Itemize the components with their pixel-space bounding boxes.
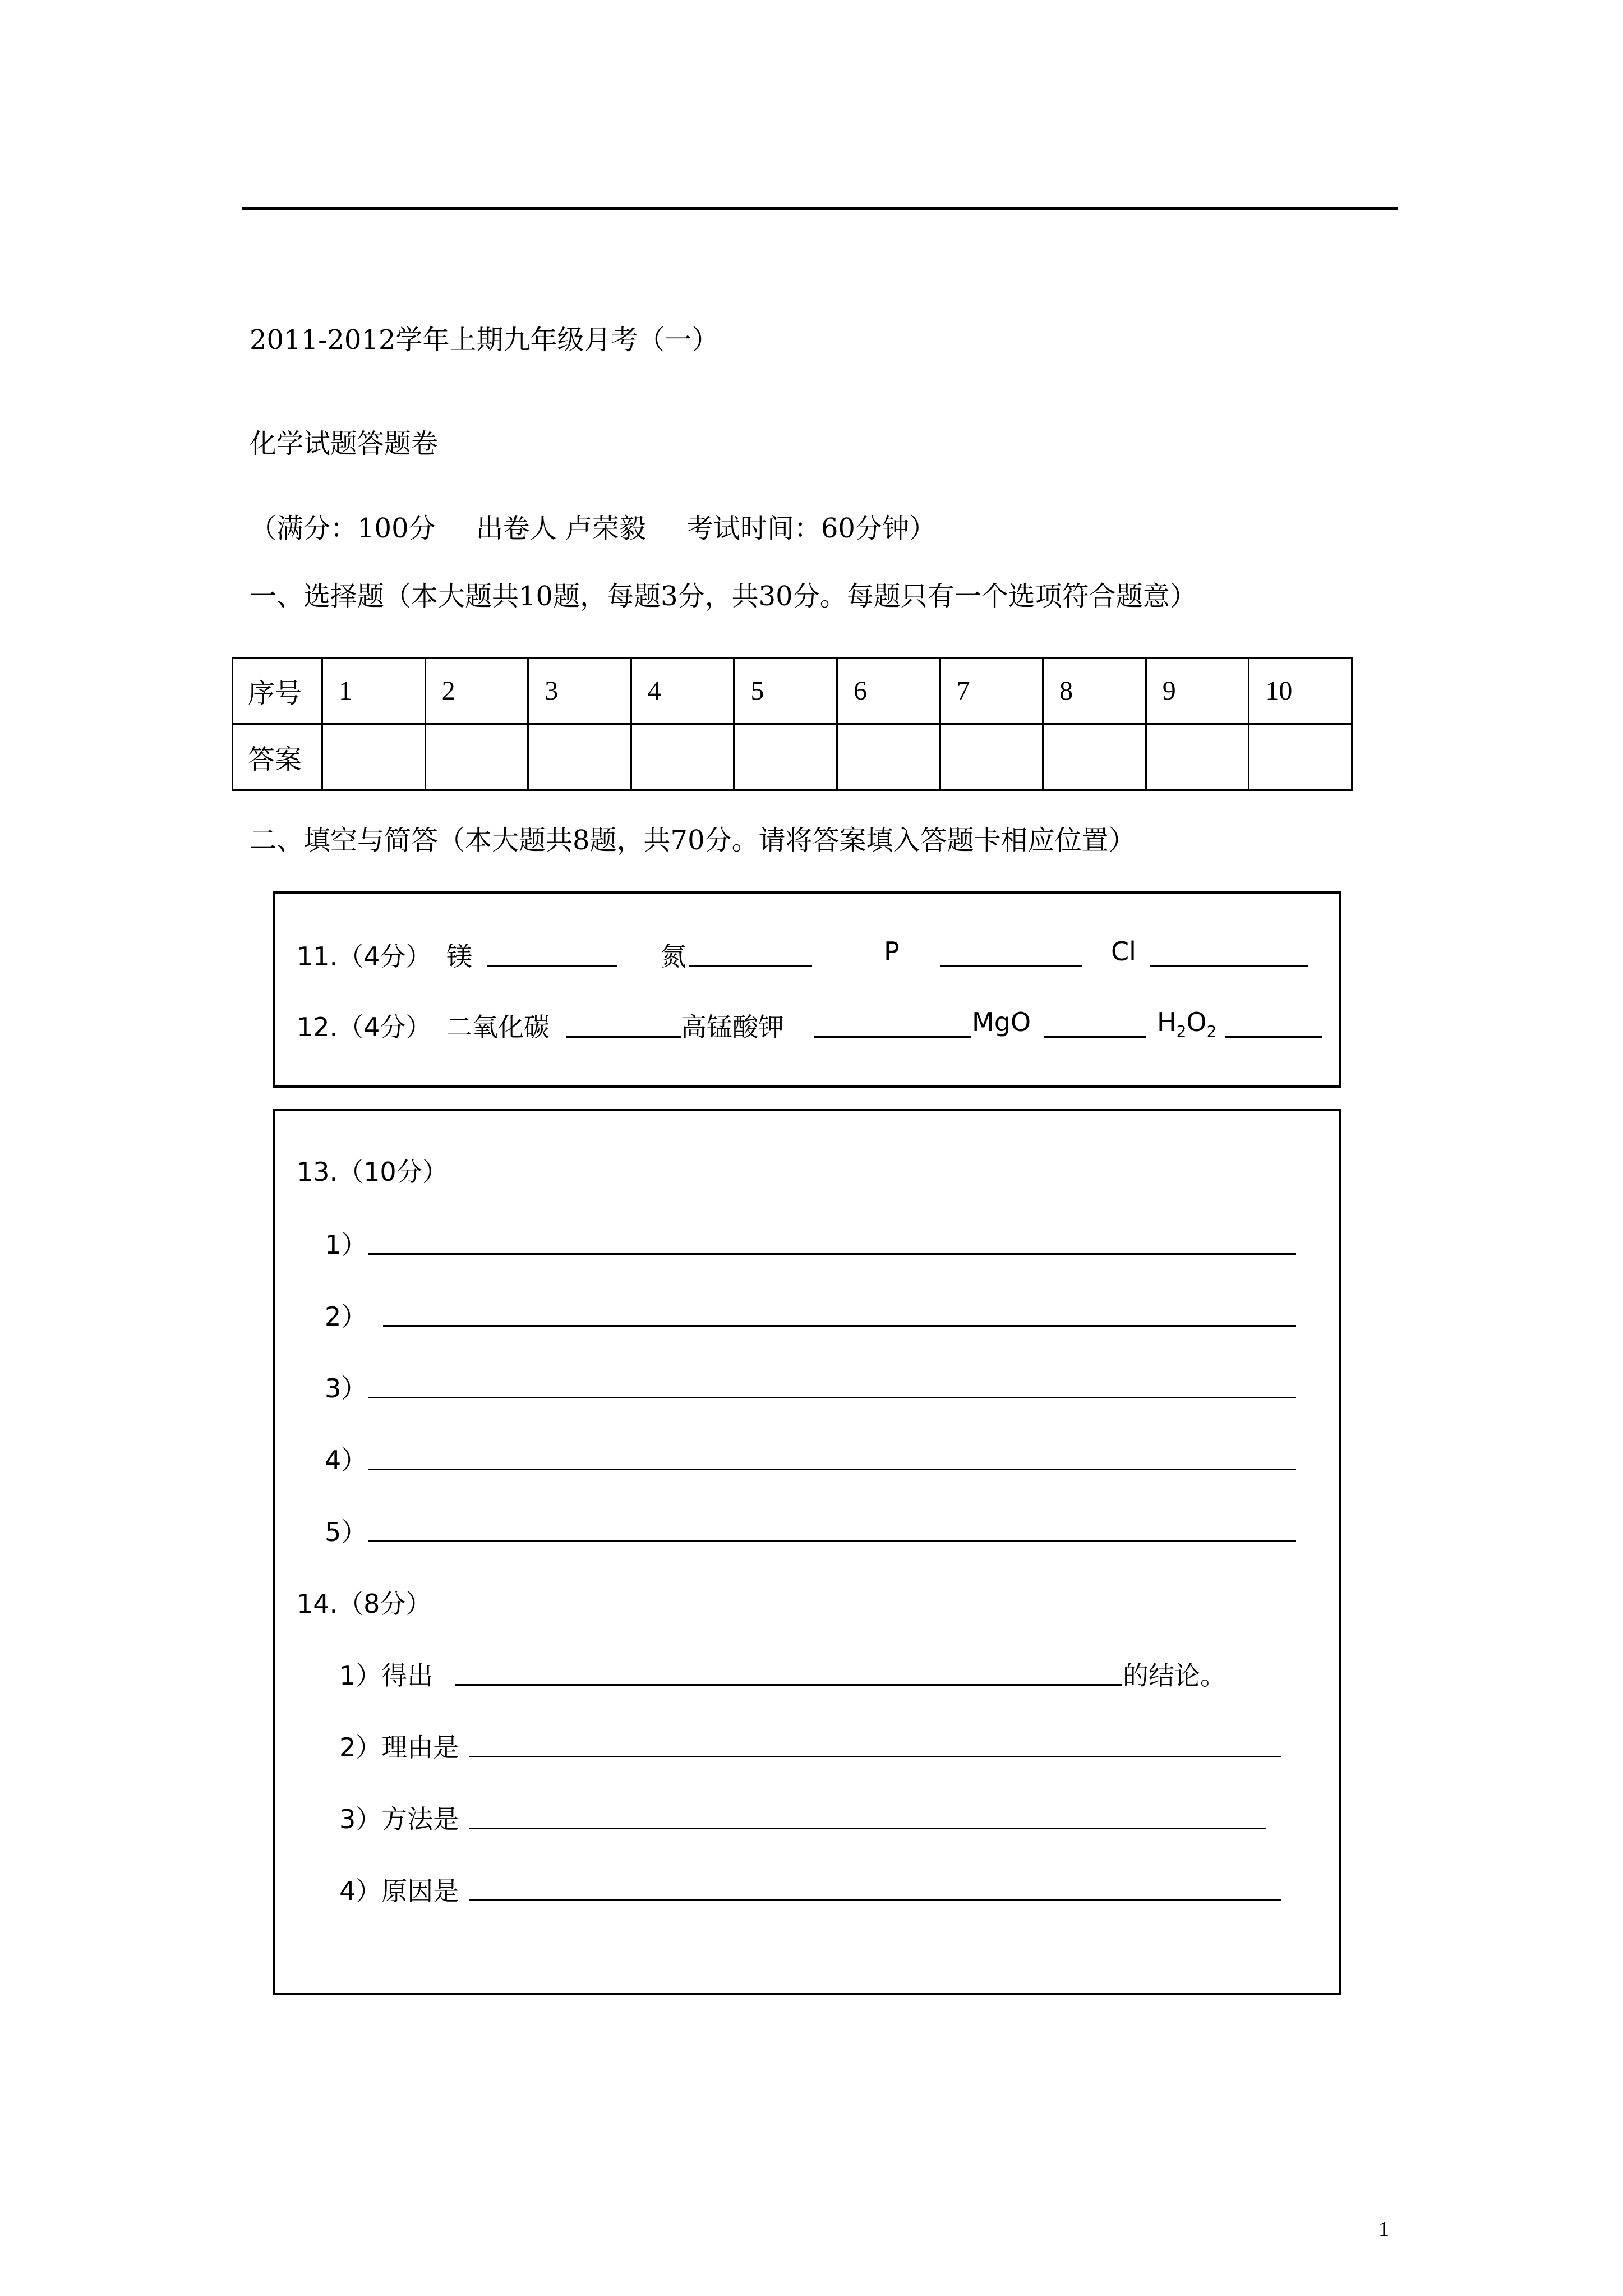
q11-blank-mg[interactable] — [487, 965, 617, 967]
answer-box-q13-q14 — [273, 1109, 1341, 1995]
section2-title: 二、填空与简答（本大题共8题，共70分。请将答案填入答题卡相应位置） — [250, 825, 1136, 856]
table-cell-number: 2 — [425, 658, 528, 724]
q14-label: 14.（8分） — [297, 1589, 432, 1619]
table-cell-number: 4 — [631, 658, 734, 724]
q13-blank-2[interactable] — [383, 1325, 1296, 1327]
q14-item-1-suffix: 的结论。 — [1123, 1660, 1226, 1691]
q14-item-2: 2）理由是 — [339, 1732, 459, 1763]
row-label-number: 序号 — [233, 658, 322, 724]
q13-item-2: 2） — [325, 1301, 367, 1332]
q13-item-5: 5） — [325, 1517, 367, 1547]
answer-cell[interactable] — [734, 724, 837, 790]
q13-blank-4[interactable] — [368, 1469, 1296, 1470]
q11-item-cl: Cl — [1111, 936, 1136, 967]
answer-cell[interactable] — [1043, 724, 1146, 790]
q11-item-mg: 镁 — [446, 941, 472, 972]
exam-title: 2011-2012学年上期九年级月考（一） — [250, 324, 719, 356]
q14-blank-4[interactable] — [469, 1899, 1281, 1901]
q13-blank-3[interactable] — [368, 1397, 1296, 1398]
q13-item-3: 3） — [325, 1373, 367, 1404]
q12-blank-h2o2[interactable] — [1225, 1036, 1322, 1038]
q11-item-n: 氮 — [661, 941, 686, 972]
q13-label: 13.（10分） — [297, 1157, 448, 1187]
q12-item-kmno4: 高锰酸钾 — [681, 1012, 784, 1042]
q14-item-1: 1）得出 — [339, 1660, 434, 1691]
subject-title: 化学试题答题卷 — [250, 428, 439, 459]
answer-cell[interactable] — [425, 724, 528, 790]
answer-cell[interactable] — [631, 724, 734, 790]
row-label-answer: 答案 — [233, 724, 322, 790]
answer-cell[interactable] — [528, 724, 631, 790]
answer-cell[interactable] — [1146, 724, 1249, 790]
table-cell-number: 10 — [1249, 658, 1352, 724]
answer-cell[interactable] — [1249, 724, 1352, 790]
answer-cell[interactable] — [837, 724, 940, 790]
q12-blank-co2[interactable] — [566, 1036, 681, 1038]
q13-blank-5[interactable] — [368, 1540, 1296, 1542]
table-cell-number: 7 — [940, 658, 1043, 724]
section1-title: 一、选择题（本大题共10题，每题3分，共30分。每题只有一个选项符合题意） — [250, 581, 1197, 612]
q12-blank-kmno4[interactable] — [814, 1036, 971, 1038]
author: 出卷人 卢荣毅 — [476, 513, 646, 544]
answer-box-q11-q12 — [273, 891, 1341, 1088]
table-cell-number: 3 — [528, 658, 631, 724]
answer-table — [232, 657, 1353, 791]
q12-item-mgo: MgO — [972, 1007, 1031, 1037]
page-number: 1 — [1378, 2217, 1389, 2241]
table-cell-number: 9 — [1146, 658, 1249, 724]
exam-info — [250, 507, 936, 545]
q13-blank-1[interactable] — [368, 1253, 1296, 1255]
q12-item-h2o2: $H_2O_2$ — [1157, 1007, 1217, 1041]
q12-item-co2: 二氧化碳 — [446, 1012, 550, 1042]
q12-blank-mgo[interactable] — [1044, 1036, 1146, 1038]
answer-cell[interactable] — [940, 724, 1043, 790]
q11-blank-cl[interactable] — [1150, 965, 1308, 967]
q11-label: 11.（4分） — [297, 941, 432, 972]
full-score: （满分：100分 — [250, 513, 436, 544]
answer-cell[interactable] — [322, 724, 426, 790]
q14-item-3: 3）方法是 — [339, 1804, 459, 1834]
q11-blank-p[interactable] — [940, 965, 1082, 967]
table-cell-number: 5 — [734, 658, 837, 724]
q13-item-1: 1） — [325, 1230, 367, 1260]
q14-item-4: 4）原因是 — [339, 1876, 459, 1906]
q14-blank-3[interactable] — [469, 1828, 1266, 1829]
q14-blank-2[interactable] — [469, 1756, 1281, 1757]
table-cell-number: 1 — [322, 658, 426, 724]
top-rule — [242, 207, 1398, 210]
table-cell-number: 6 — [837, 658, 940, 724]
q14-blank-1[interactable] — [455, 1684, 1122, 1686]
q13-item-4: 4） — [325, 1445, 367, 1475]
table-row — [233, 724, 1352, 790]
exam-time: 考试时间：60分钟） — [686, 513, 936, 544]
table-row — [233, 658, 1352, 724]
table-cell-number: 8 — [1043, 658, 1146, 724]
q11-blank-n[interactable] — [689, 965, 812, 967]
q12-label: 12.（4分） — [297, 1012, 432, 1042]
q11-item-p: P — [884, 936, 900, 967]
